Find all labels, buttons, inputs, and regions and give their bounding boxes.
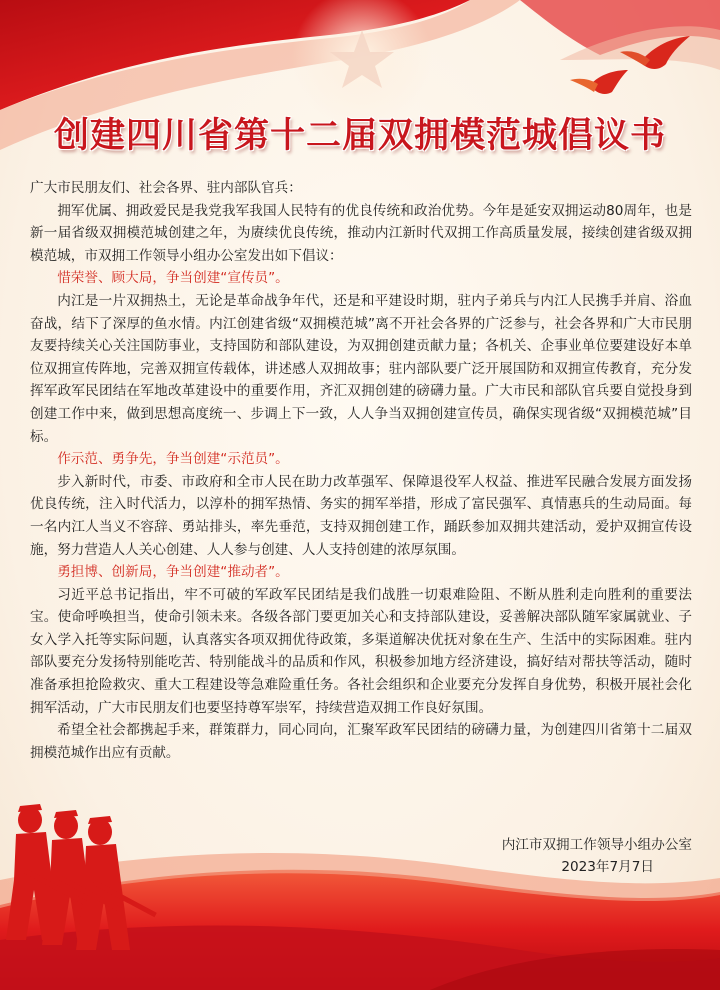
intro-paragraph: 拥军优属、拥政爱民是我党我军我国人民特有的优良传统和政治优势。今年是延安双拥运动80周年，也是新一届省级双拥模范城创建之年，为赓续优良传统，推动内江新时代双拥工作高质量发展，接续创建省级双拥模范城，市双拥工作领导小组办公室发出如下倡议： xyxy=(30,202,692,264)
section-paragraph: 习近平总书记指出，牢不可破的军政军民团结是我们战胜一切艰难险阻、不断从胜利走向胜利的重要法宝。使命呼唤担当，使命引领未来。各级各部门要更加关心和支持部队建设，妥善解决部队随军家属就业、子女入学入托等实际问题，认真落实各项双拥优待政策，多渠道解决优抚对象在生产、生活中的实际困难。驻内部队要充分发扬特别能吃苦、特别能战斗的品质和作风，积极参加地方经济建设，搞好结对帮扶等活动，随时准备承担抢险救灾、重大工程建设等急难险重任务。各社会组织和企业要充分发挥自身优势，积极开展社会化拥军活动，广大市民朋友们也要坚持尊军崇军，持续营造双拥工作良好氛围。 xyxy=(30,586,692,716)
signature-org: 内江市双拥工作领导小组办公室 xyxy=(501,837,692,853)
section-paragraph: 步入新时代，市委、市政府和全市人民在助力改革强军、保障退役军人权益、推进军民融合发展方面发扬优良传统，注入时代活力，以淳朴的拥军热情、务实的拥军举措，形成了富民强军、真情惠兵的生动局面。每一名内江人当义不容辞、勇站排头，率先垂范，支持双拥创建工作，踊跃参加双拥共建活动，爱护双拥宣传设施，努力营造人人关心创建、人人参与创建、人人支持创建的浓厚氛围。 xyxy=(30,473,692,558)
closing-paragraph: 希望全社会都携起手来，群策群力，同心同向，汇聚军政军民团结的磅礴力量，为创建四川省第十二届双拥模范城作出应有贡献。 xyxy=(30,722,692,761)
section-heading: 作示范、勇争先，争当创建“示范员”。 xyxy=(57,451,289,468)
section-paragraph: 内江是一片双拥热土，无论是革命战争年代，还是和平建设时期，驻内子弟兵与内江人民携手并肩、浴血奋战，结下了深厚的鱼水情。内江创建省级“双拥模范城”离不开社会各界的广泛参与，社会各界和广大市民朋友要持续关心关注国防事业，支持国防和部队建设，为双拥创建贡献力量；各机关、企事业单位要建设好本单位双拥宣传阵地，完善双拥宣传载体，讲述感人双拥故事；驻内部队要广泛开展国防和双拥宣传教育，充分发挥军政军民团结在军地改革建设中的重要作用，齐汇双拥创建的磅礴力量。广大市民和部队官兵要自觉投身到创建工作中来，做到思想高度统一、步调上下一致，人人争当双拥创建宣传员，确保实现省级“双拥模范城”目标。 xyxy=(30,292,692,445)
letter-body xyxy=(30,177,692,764)
greeting: 广大市民朋友们、社会各界、驻内部队官兵： xyxy=(30,180,302,196)
signature-block xyxy=(392,834,692,878)
page-title: 创建四川省第十二届双拥模范城倡议书 xyxy=(53,115,666,156)
section-heading: 惜荣誉、顾大局，争当创建“宣传员”。 xyxy=(57,270,289,287)
signature-date: 2023年7月7日 xyxy=(561,859,654,875)
section-heading: 勇担博、创新局，争当创建“推动者”。 xyxy=(57,564,289,581)
